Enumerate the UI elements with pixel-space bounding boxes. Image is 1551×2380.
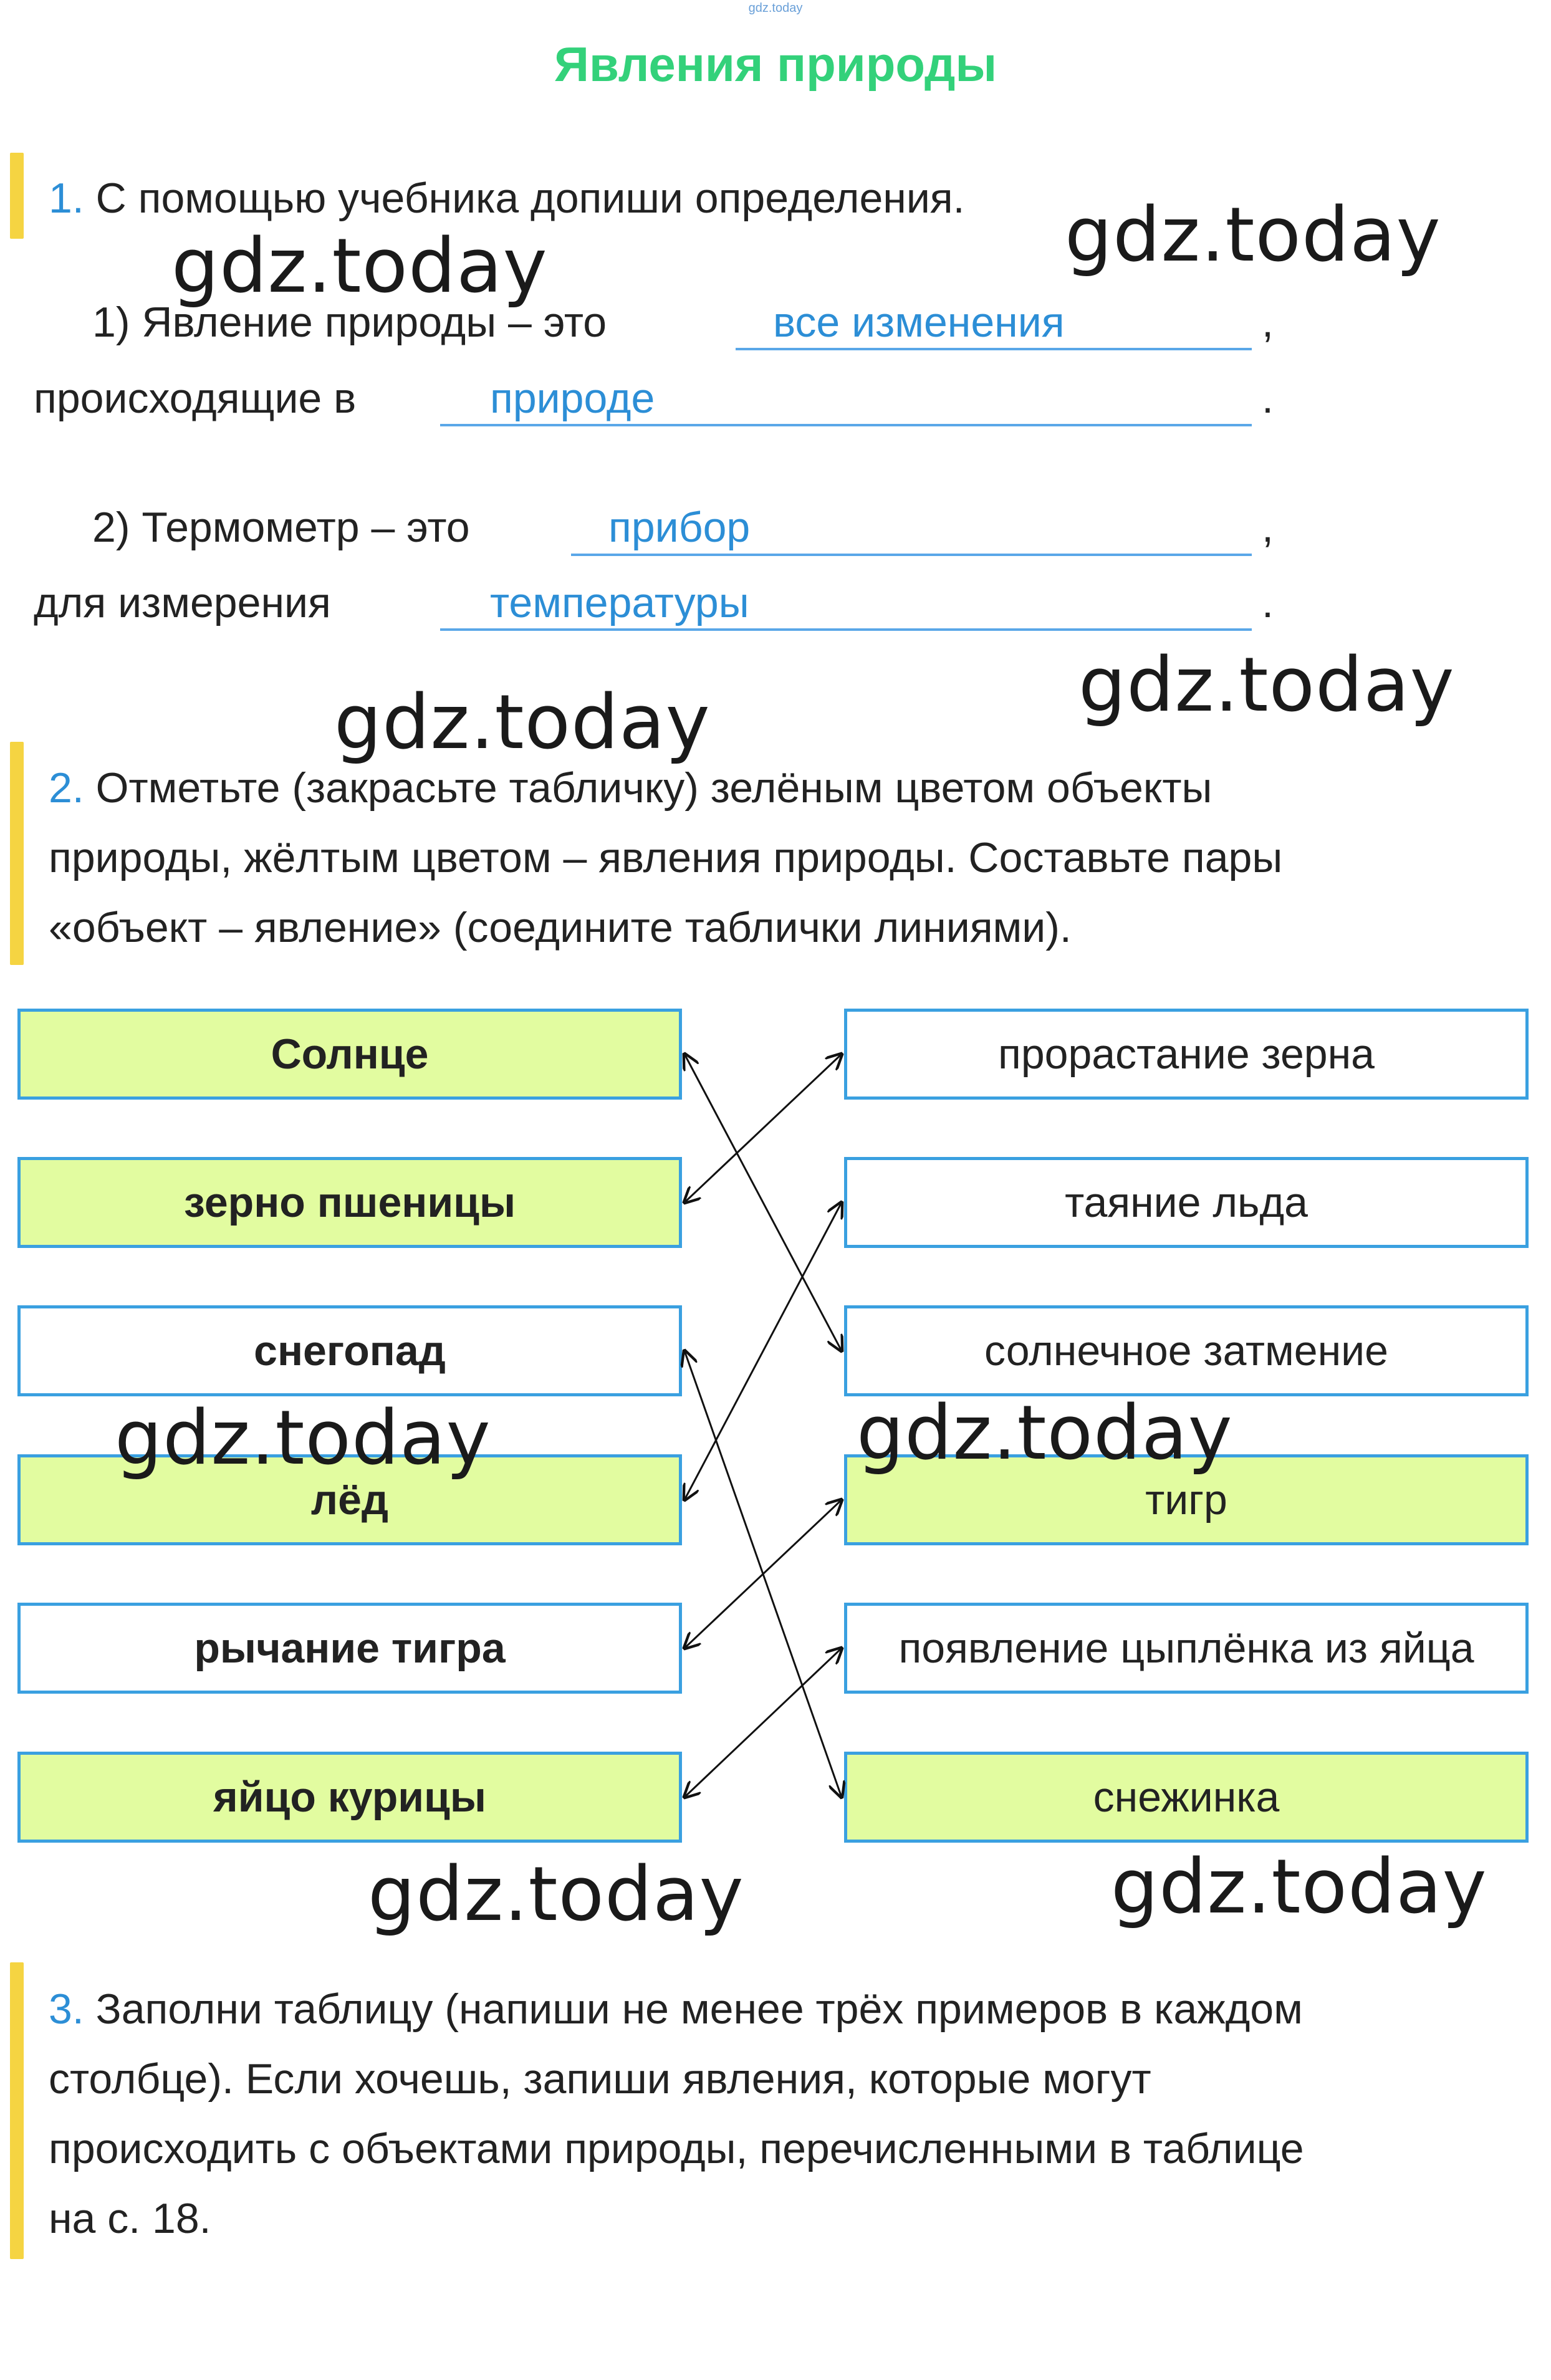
def1-answer-a[interactable]: все изменения	[773, 299, 1065, 346]
def2-text-a: 2) Термометр – это	[92, 504, 470, 551]
def1-answer-b[interactable]: природе	[490, 375, 655, 422]
pair-connector-4	[684, 1648, 842, 1797]
watermark: gdz.today	[1078, 642, 1455, 729]
site-label-small: gdz.today	[748, 1, 803, 15]
task3-text-line3: происходить с объектами природы, перечисленными в таблице	[49, 2125, 1304, 2172]
pair-connector-0	[684, 1054, 842, 1351]
task1-text: С помощью учебника допиши определения.	[95, 175, 965, 222]
object-label: Солнце	[271, 1030, 429, 1078]
def2-period: .	[1262, 579, 1274, 626]
watermark: gdz.today	[368, 1851, 744, 1938]
def1-comma: ,	[1262, 299, 1274, 346]
task3-heading	[49, 1974, 1304, 2253]
def2-comma: ,	[1262, 504, 1274, 551]
watermark: gdz.today	[1065, 192, 1441, 279]
pair-connector-1	[684, 1054, 842, 1202]
task2-number: 2.	[49, 764, 84, 812]
phenomenon-label: прорастание зерна	[998, 1030, 1375, 1078]
def1-text-b: происходящие в	[34, 375, 357, 422]
task1-number: 1.	[49, 175, 84, 222]
task3-marker	[10, 1962, 24, 2259]
def2-text-b: для измерения	[34, 579, 331, 626]
phenomenon-label: солнечное затмение	[984, 1327, 1388, 1375]
def1-text-a: 1) Явление природы – это	[92, 299, 607, 346]
object-label: яйцо курицы	[213, 1773, 486, 1821]
task2-text-line3: «объект – явление» (соедините таблички линиями).	[49, 904, 1072, 951]
pair-connector-5	[684, 1351, 842, 1797]
watermark: gdz.today	[1111, 1844, 1487, 1931]
watermark: gdz.today	[171, 223, 548, 310]
task3-text-line1: Заполни таблицу (напиши не менее трёх примеров в каждом	[95, 1985, 1303, 2033]
pair-connector-2	[684, 1202, 842, 1500]
page-title: Явления природы	[554, 37, 997, 92]
phenomenon-label: тигр	[1145, 1476, 1227, 1523]
object-label: зерно пшеницы	[183, 1179, 516, 1226]
task3-number: 3.	[49, 1985, 84, 2033]
task3-text-line2: столбце). Если хочешь, запиши явления, которые могут	[49, 2055, 1151, 2103]
phenomenon-label: таяние льда	[1065, 1179, 1308, 1226]
def2-answer-a[interactable]: прибор	[608, 504, 751, 551]
watermark: gdz.today	[857, 1390, 1233, 1477]
phenomenon-label: появление цыплёнка из яйца	[898, 1624, 1474, 1672]
object-label: лёд	[310, 1476, 389, 1523]
object-label: рычание тигра	[194, 1624, 506, 1672]
task2-text-line1: Отметьте (закрасьте табличку) зелёным цветом объекты	[95, 764, 1212, 812]
task2-text-line2: природы, жёлтым цветом – явления природы. Составьте пары	[49, 834, 1283, 881]
def2-answer-b[interactable]: температуры	[490, 579, 749, 626]
def1-period: .	[1262, 375, 1274, 422]
object-label: снегопад	[254, 1327, 446, 1375]
phenomenon-label: снежинка	[1093, 1773, 1280, 1821]
watermark: gdz.today	[115, 1395, 491, 1482]
watermark: gdz.today	[334, 679, 711, 766]
task3-text-line4: на с. 18.	[49, 2195, 211, 2242]
